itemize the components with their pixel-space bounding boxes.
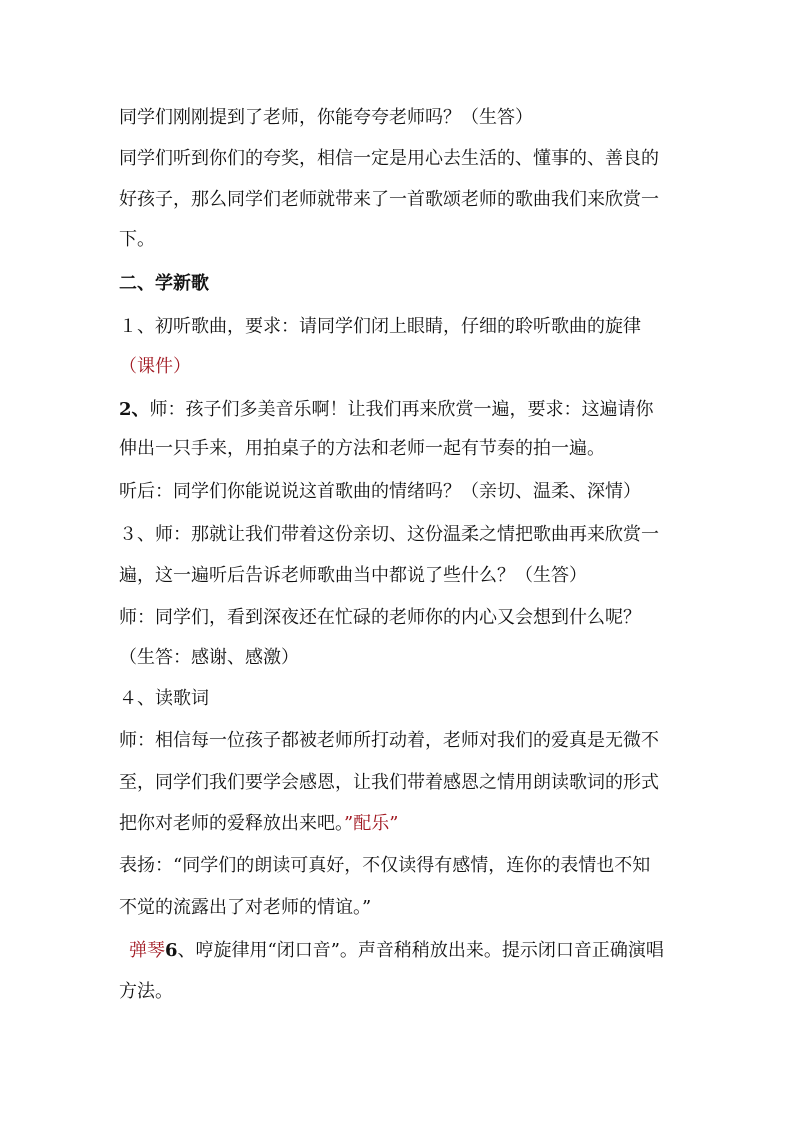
item-number: 6 [165, 940, 178, 961]
paragraph-line: 伸出一只手来，用拍桌子的方法和老师一起有节奏的拍一遍。 [119, 438, 605, 459]
section-heading: 二、学新歌 [119, 273, 209, 294]
paragraph-line: 至，同学们我们要学会感恩，让我们带着感恩之情用朗读歌词的形式 [119, 772, 659, 793]
paragraph-line: 表扬：“同学们的朗读可真好，不仅读得有感情，连你的表情也不知 [119, 855, 651, 876]
paragraph-line [119, 398, 654, 422]
paragraph-line: 方法。 [119, 981, 173, 1002]
item-number: 2、 [119, 399, 150, 420]
paragraph-line [129, 939, 664, 963]
paragraph-line: 好孩子，那么同学们老师就带来了一首歌颂老师的歌曲我们来欣赏一 [119, 189, 659, 210]
instrument-note: 弹琴 [129, 940, 165, 961]
item-text: 、哼旋律用“闭口音”。声音稍稍放出来。提示闭口音正确演唱 [177, 940, 664, 961]
paragraph-line: （生答：感谢、感激） [119, 647, 299, 668]
paragraph-line [119, 812, 398, 836]
paragraph-line: 师：同学们，看到深夜还在忙碌的老师你的内心又会想到什么呢？ [119, 607, 641, 628]
line-text: 把你对老师的爱释放出来吧。 [119, 813, 344, 834]
paragraph-line: １、初听歌曲，要求：请同学们闭上眼睛，仔细的聆听歌曲的旋律 [119, 316, 641, 337]
paragraph-line: ４、读歌词 [119, 688, 209, 709]
item-text: 师：孩子们多美音乐啊！让我们再来欣赏一遍，要求：这遍请你 [149, 399, 654, 420]
music-note: ”配乐” [344, 813, 399, 834]
paragraph-line: 下。 [119, 229, 155, 250]
paragraph-line: 听后：同学们你能说说这首歌曲的情绪吗？（亲切、温柔、深情） [119, 481, 641, 502]
paragraph-line-red: （课件） [119, 356, 191, 377]
paragraph-line: 不觉的流露出了对老师的情谊。” [119, 897, 372, 918]
paragraph-line: 师：相信每一位孩子都被老师所打动着，老师对我们的爱真是无微不 [119, 730, 659, 751]
paragraph-line: 同学们听到你们的夸奖，相信一定是用心去生活的、懂事的、善良的 [119, 148, 659, 169]
paragraph-line: 同学们刚刚提到了老师，你能夸夸老师吗？（生答） [119, 107, 533, 128]
paragraph-line: ３、师：那就让我们带着这份亲切、这份温柔之情把歌曲再来欣赏一 [119, 524, 659, 545]
paragraph-line: 遍，这一遍听后告诉老师歌曲当中都说了些什么？（生答） [119, 565, 587, 586]
